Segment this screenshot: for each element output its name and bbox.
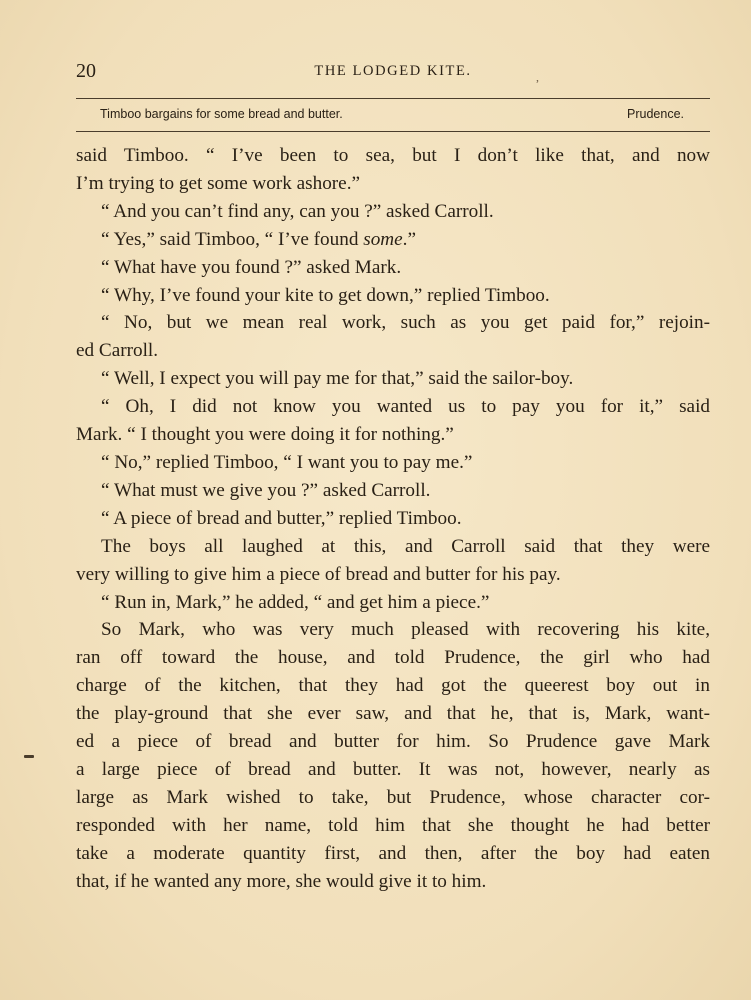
emphasis: some: [363, 228, 403, 250]
text-line: “ Yes,” said Timboo, “ I’ve found some.”: [101, 228, 416, 250]
text-line: said Timboo. “ I’ve been to sea, but I don’t like that, and now: [76, 145, 710, 166]
text-line: “ Why, I’ve found your kite to get down,” replied Timboo.: [101, 284, 550, 306]
text-line: Mark. “ I thought you were doing it for nothing.”: [76, 424, 454, 446]
text-line: responded with her name, told him that she thought he had better: [76, 814, 710, 836]
text-line: “ And you can’t find any, can you ?” asked Carroll.: [101, 200, 494, 222]
subheader-right: Prudence.: [627, 107, 684, 121]
text-line: The boys all laughed at this, and Carroll said that they were: [101, 535, 710, 557]
text-line: “ What have you found ?” asked Mark.: [101, 256, 402, 278]
text-line: very willing to give him a piece of bread and butter for his pay.: [76, 563, 561, 585]
text-line: “ What must we give you ?” asked Carroll.: [101, 479, 431, 501]
page-number: 20: [76, 60, 96, 82]
running-head: [76, 60, 710, 84]
speck-mark: ,: [536, 70, 539, 84]
text-line: large as Mark wished to take, but Prudence, whose character cor-: [76, 786, 710, 808]
text-line: a large piece of bread and butter. It was not, however, nearly as: [76, 758, 710, 780]
chapter-subheader: [100, 107, 684, 125]
text-line: take a moderate quantity first, and then, after the boy had eaten: [76, 842, 710, 864]
bottom-rule: [76, 131, 710, 132]
text-line: I’m trying to get some work ashore.”: [76, 172, 361, 194]
text-line: “ Well, I expect you will pay me for that,” said the sailor-boy.: [101, 368, 574, 390]
text-line: that, if he wanted any more, she would give it to him.: [76, 870, 487, 892]
text-line: charge of the kitchen, that they had got the queerest boy out in: [76, 675, 710, 697]
body-text: [76, 142, 710, 895]
text-line: “ Run in, Mark,” he added, “ and get him a piece.”: [101, 591, 490, 613]
top-rule: [76, 98, 710, 99]
text-line: ed Carroll.: [76, 340, 159, 362]
text-line: “ No,” replied Timboo, “ I want you to pay me.”: [101, 451, 473, 473]
text-line: ran off toward the house, and told Prudence, the girl who had: [76, 647, 710, 669]
margin-mark: [24, 755, 34, 758]
text-line: ed a piece of bread and butter for him. So Prudence gave Mark: [76, 731, 710, 753]
text-line: “ No, but we mean real work, such as you get paid for,” rejoin-: [101, 312, 710, 334]
text-line: “ A piece of bread and butter,” replied Timboo.: [101, 507, 462, 529]
text-line: So Mark, who was very much pleased with recovering his kite,: [101, 619, 710, 641]
text-line: “ Oh, I did not know you wanted us to pay you for it,” said: [101, 396, 710, 418]
text-line: the play-ground that she ever saw, and that he, that is, Mark, want-: [76, 703, 710, 725]
book-title: THE LODGED KITE.: [314, 63, 472, 79]
subheader-left: Timboo bargains for some bread and butter.: [100, 107, 343, 121]
